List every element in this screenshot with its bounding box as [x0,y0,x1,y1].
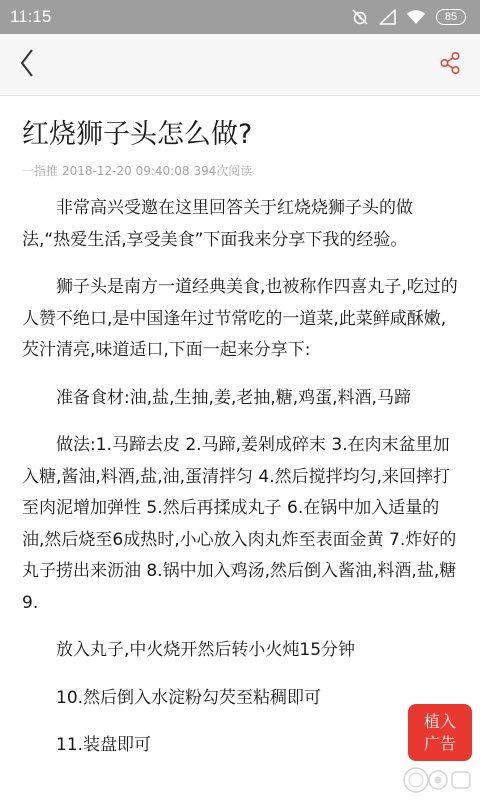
status-time: 11:15 [10,7,52,26]
ad-label-line1: 植入 [423,711,456,731]
article-paragraph: 11.装盘即可 [56,735,152,755]
article-meta [22,163,458,179]
wifi-icon [406,9,426,25]
back-button[interactable] [12,48,42,82]
ad-button[interactable] [408,704,472,761]
ad-label-line2: 广告 [423,733,456,753]
article-content [0,96,480,778]
article-body [22,193,458,762]
pc6-logo [402,766,474,794]
article-date: 2018-12-20 09:40:08 [62,164,190,178]
nav-bar [0,34,480,96]
article-paragraph: 放入丸子,中火烧开然后转小火炖15分钟 [56,640,356,660]
article-paragraph: 准备食材:油,盐,生抽,姜,老抽,糖,鸡蛋,料酒,马蹄 [56,387,411,408]
article-paragraph: 非常高兴受邀在这里回答关于红烧烧狮子头的做法,“热爱生活,享受美食”下面我来分享下我的经验。 [22,198,413,250]
article-paragraph: 做法:1.马蹄去皮 2.马蹄,姜剁成碎末 3.在肉末盆里加入糖,酱油,料酒,盐,油,蛋清拌匀 4.然后搅拌均匀,来回摔打至肉泥增加弹性 5.然后再揉成丸子 6.在锅中加入适量的油,然后烧至6成热时,小心放入肉丸炸至表面金黄 7.炸好的丸子捞出来沥油 8.锅中加入鸡汤,然后倒入酱油,料酒,盐,糖 9. [22,435,457,613]
article-paragraph: 狮子头是南方一道经典美食,也被称作四喜丸子,吃过的人赞不绝口,是中国逢年过节常吃的一道菜,此菜鲜咸酥嫩,芡汁清亮,味道适口,下面一起来分享下: [22,277,458,360]
article-views: 394次阅读 [193,164,253,178]
status-icons [351,8,466,26]
share-icon [440,52,460,78]
status-bar [0,0,480,34]
signal-icon [379,9,396,25]
share-button[interactable] [436,51,464,79]
chevron-left-icon [19,48,35,82]
battery-icon: 85 [436,9,466,25]
article-title: 红烧狮子头怎么做? [22,119,253,150]
article-author[interactable]: 一指推 [22,164,59,178]
article-paragraph: 10.然后倒入水淀粉勾芡至粘稠即可 [56,687,322,708]
alarm-muted-icon [351,8,369,26]
